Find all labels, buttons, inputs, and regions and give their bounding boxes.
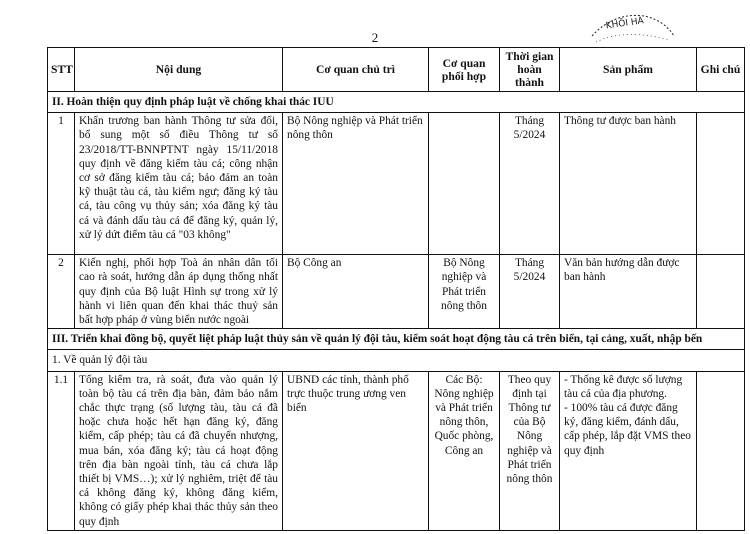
section-title: II. Hoàn thiện quy định pháp luật về chống khai thác IUU [48, 92, 745, 113]
row-note [697, 255, 745, 329]
plan-table [47, 47, 745, 531]
stamp-mark [584, 6, 680, 46]
header-note: Ghi chú [697, 48, 745, 92]
header-product: Sản phẩm [560, 48, 697, 92]
row-lead-agency: UBND các tỉnh, thành phố trực thuộc trung ương ven biển [283, 371, 429, 530]
row-deadline: Tháng 5/2024 [500, 255, 560, 329]
row-product [560, 371, 697, 530]
subsection-row [48, 350, 745, 371]
row-content: Tổng kiểm tra, rà soát, đưa vào quản lý toàn bộ tàu cá trên địa bàn, đảm bảo nắm chắc thực trạng (số lượng tàu, tàu cá đã hoặc chưa hoặc hết hạn đăng ký, đăng kiểm, cấp phép; tàu cá đã chuyển nhượng, mua bán, xóa đăng ký; tàu cá hoạt động trên địa bàn ngoài tỉnh, tàu cá chưa lắp thiết bị VMS…); xử lý nghiêm, triệt để tàu cá không đăng ký, không đăng kiểm, không có giấy phép khai thác thủy sản theo quy định [75, 371, 283, 530]
subsection-title: 1. Về quản lý đội tàu [48, 350, 745, 371]
header-stt: STT [48, 48, 75, 92]
row-stt: 2 [48, 255, 75, 329]
table-row [48, 113, 745, 255]
table-header-row [48, 48, 745, 92]
section-row [48, 92, 745, 113]
row-note [697, 371, 745, 530]
product-item: - 100% tàu cá được đăng ký, đăng kiểm, đánh dấu, cấp phép, lắp đặt VMS theo quy định [564, 402, 691, 457]
row-deadline: Theo quy định tại Thông tư của Bộ Nông nghiệp và Phát triển nông thôn [500, 371, 560, 530]
section-row [48, 329, 745, 350]
row-coop-agency [429, 113, 500, 255]
table-row [48, 255, 745, 329]
row-content: Kiến nghị, phối hợp Toà án nhân dân tối cao rà soát, hướng dẫn áp dụng thống nhất quy định của Bộ luật Hình sự trong xử lý hành vi liên quan đến khai thác thuỷ sản bất hợp pháp ở vùng biển nước ngoài [75, 255, 283, 329]
row-deadline: Tháng 5/2024 [500, 113, 560, 255]
row-coop-agency: Các Bộ: Nông nghiệp và Phát triển nông thôn, Quốc phòng, Công an [429, 371, 500, 530]
row-product: Văn bản hướng dẫn được ban hành [560, 255, 697, 329]
header-lead-agency: Cơ quan chủ trì [283, 48, 429, 92]
header-coop-agency: Cơ quan phối hợp [429, 48, 500, 92]
product-item: - Thống kê được số lượng tàu cá của địa phương. [564, 373, 683, 400]
page-number: 2 [371, 30, 379, 45]
row-stt: 1.1 [48, 371, 75, 530]
row-content: Khẩn trương ban hành Thông tư sửa đổi, bổ sung một số điều Thông tư số 23/2018/TT-BNNPTNT ngày 15/11/2018 quy định về đăng kiểm tàu cá; công nhận cơ sở đăng kiểm tàu cá; bảo đảm an toàn kỹ thuật tàu cá, tàu kiểm ngư; đăng ký tàu cá, tàu công vụ thủy sản; xóa đăng ký tàu cá và đánh dấu tàu cá để đăng ký, quản lý, xử lý dứt điểm tàu cá "03 không" [75, 113, 283, 255]
section-title: III. Triển khai đồng bộ, quyết liệt pháp luật thủy sản về quản lý đội tàu, kiểm soát hoạt động tàu cá trên biển, tại cảng, xuất, nhập bến [48, 329, 745, 350]
row-lead-agency: Bộ Nông nghiệp và Phát triển nông thôn [283, 113, 429, 255]
row-product: Thông tư được ban hành [560, 113, 697, 255]
row-lead-agency: Bộ Công an [283, 255, 429, 329]
svg-text:KHÔI HÀ: KHÔI HÀ [605, 16, 645, 32]
table-row [48, 371, 745, 530]
row-stt: 1 [48, 113, 75, 255]
header-content: Nội dung [75, 48, 283, 92]
row-note [697, 113, 745, 255]
row-coop-agency: Bộ Nông nghiệp và Phát triển nông thôn [429, 255, 500, 329]
header-deadline: Thời gian hoàn thành [500, 48, 560, 92]
